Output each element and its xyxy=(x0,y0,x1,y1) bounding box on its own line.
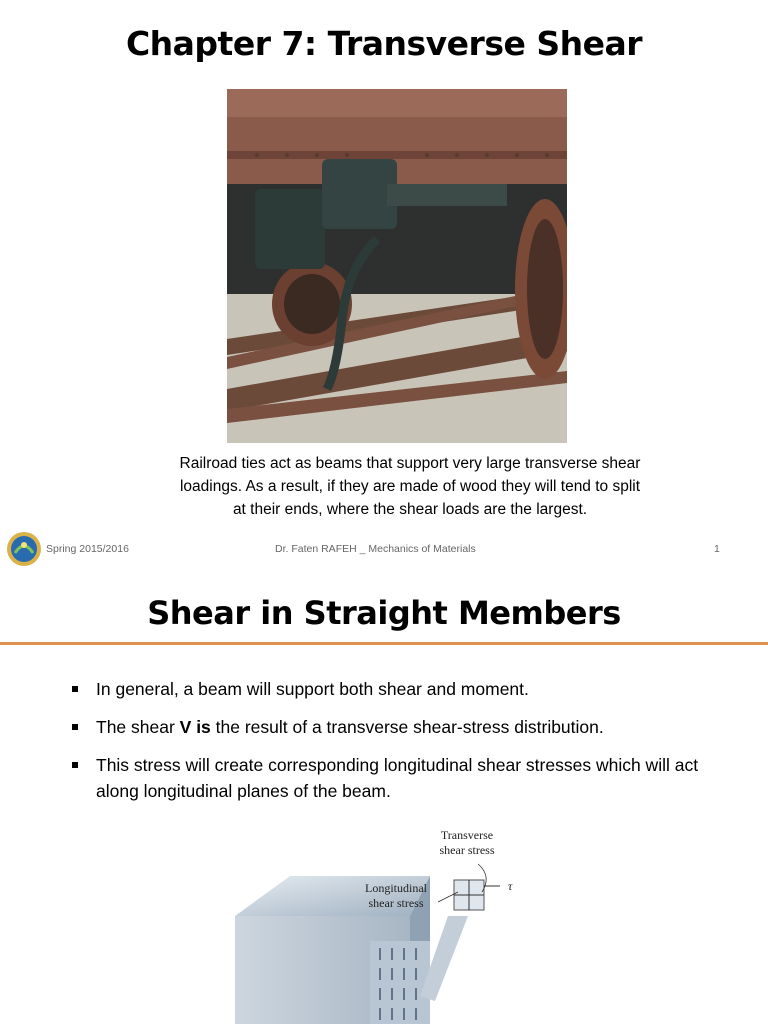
bullet-item xyxy=(72,752,722,804)
footer-term: Spring 2015/2016 xyxy=(46,543,129,555)
bullet-list xyxy=(72,676,722,816)
bullet-square-icon xyxy=(72,724,78,730)
university-logo-icon xyxy=(6,531,42,567)
shear-stress-figure xyxy=(230,826,530,1024)
transverse-label-line2: shear stress xyxy=(439,843,495,857)
caption-line: Railroad ties act as beams that support very large transverse shear xyxy=(179,455,641,472)
bullet-text: In general, a beam will support both shear and moment. xyxy=(96,679,529,699)
photo-caption xyxy=(140,452,680,521)
bullet-item xyxy=(72,676,722,702)
slide-title: Shear in Straight Members xyxy=(147,594,621,632)
longitudinal-label-line2: shear stress xyxy=(368,896,424,910)
bullet-text: the result of a transverse shear-stress distribution. xyxy=(210,717,604,737)
bullet-square-icon xyxy=(72,686,78,692)
title-divider xyxy=(0,642,768,645)
bullet-text-bold: V is xyxy=(179,717,211,737)
caption-line: at their ends, where the shear loads are the largest. xyxy=(232,501,588,518)
bullet-text: The shear xyxy=(96,717,180,737)
bullet-text: This stress will create corresponding longitudinal shear stresses which will act along longitudinal planes of the beam. xyxy=(96,755,699,801)
bullet-square-icon xyxy=(72,762,78,768)
longitudinal-label-line1: Longitudinal xyxy=(365,881,427,895)
transverse-label-line1: Transverse xyxy=(440,828,494,842)
footer-page-number: 1 xyxy=(714,543,720,555)
footer-author: Dr. Faten RAFEH _ Mechanics of Materials xyxy=(275,543,476,555)
slide-title: Chapter 7: Transverse Shear xyxy=(125,24,643,63)
caption-line: loadings. As a result, if they are made of wood they will tend to split xyxy=(179,478,641,495)
slide-2 xyxy=(0,576,768,1024)
bullet-item xyxy=(72,714,722,740)
tau-symbol: τ xyxy=(508,879,513,893)
railroad-photo xyxy=(227,89,567,443)
